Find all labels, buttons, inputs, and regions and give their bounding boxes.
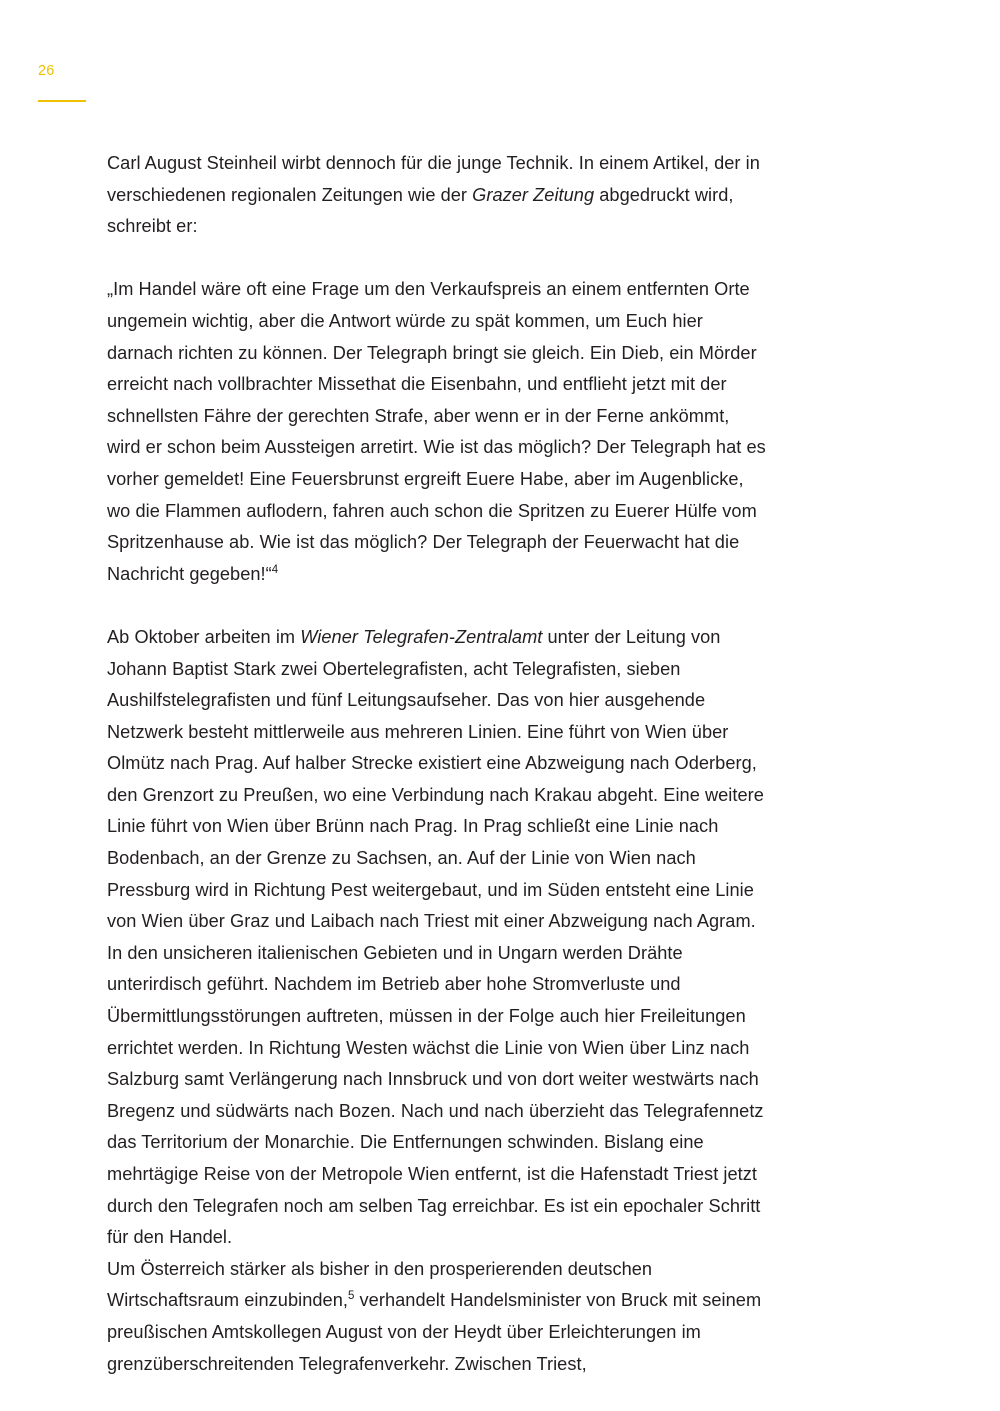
paragraph-negotiations-part2: verhandelt Handelsminister von Bruck mit seinem preußischen Amtskollegen August von der Heydt über Erleichterungen im grenzüberschreitenden Telegrafenverkehr. Zwischen Triest, — [107, 1290, 762, 1374]
paragraph-intro — [107, 148, 767, 243]
paragraph-network-part1: Ab Oktober arbeiten im — [107, 626, 301, 647]
paragraph-intro-part1: Carl August Steinheil wirbt dennoch für die junge Technik. In einem Artikel, der in verschiedenen regionalen Zeitungen wie der — [107, 153, 760, 205]
paragraph-negotiations-part1: Um Österreich stärker als bisher in den prosperierenden deutschen Wirtschaftsraum einzubinden, — [107, 1258, 653, 1311]
paragraph-network-part2: unter der Leitung von Johann Baptist Stark zwei Obertelegrafisten, acht Telegrafisten, sieben Aushilfstelegrafisten und fünf Leitungsaufseher. Das von hier ausgehende Netzwerk besteht mittlerweile aus mehreren Linien. Eine führt von Wien über Olmütz nach Prag. Auf halber Strecke existiert eine Abzweigung nach Oderberg, den Grenzort zu Preußen, wo eine Verbindung nach Krakau abgeht. Eine weitere Linie führt von Wien über Brünn nach Prag. In Prag schließt eine Linie nach Bodenbach, an der Grenze zu Sachsen, an. Auf der Linie von Wien nach Pressburg wird in Richtung Pest weitergebaut, und im Süden entsteht eine Linie von Wien über Graz und Laibach nach Triest mit einer Abzweigung nach Agram. In den unsicheren italienischen Gebieten und in Ungarn werden Drähte unterirdisch geführt. Nachdem im Betrieb aber hohe Stromverluste und Übermittlungsstörungen auftreten, müssen in der Folge auch hier Freileitungen errichtet werden. In Richtung Westen wächst die Linie von Wien über Linz nach Salzburg samt Verlängerung nach Innsbruck und von dort weiter westwärts nach Bregenz und südwärts nach Bozen. Nach und nach überzieht das Telegrafennetz das Territorium der Monarchie. Die Entfernungen schwinden. Bislang eine mehrtägige Reise von der Metropole Wien entfernt, ist die Hafenstadt Triest jetzt durch den Telegrafen noch am selben Tag erreichbar. Es ist ein epochaler Schritt für den Handel. — [107, 626, 764, 1248]
page-number: 26 — [38, 63, 55, 79]
paragraph-quote — [107, 274, 767, 590]
footnote-marker-4: 4 — [271, 563, 279, 576]
paragraph-quote-text: „Im Handel wäre oft eine Frage um den Verkaufspreis an einem entfernten Orte ungemein wichtig, aber die Antwort würde zu spät kommen, um Euch hier darnach richten zu können. Der Telegraph bringt sie gleich. Ein Dieb, ein Mörder erreicht nach vollbrachter Missethat die Eisenbahn, und entflieht jetzt mit der schnellsten Fähre der gerechten Strafe, aber wenn er in der Ferne ankömmt, wird er schon beim Aussteigen arretirt. Wie ist das möglich? Der Telegraph hat es vorher gemeldet! Eine Feuersbrunst ergreift Euere Habe, aber im Augenblicke, wo die Flammen auflodern, fahren auch schon die Spritzen zu Euerer Hülfe vom Spritzenhause ab. Wie ist das möglich? Der Telegraph der Feuerwacht hat die Nachricht gegeben!“ — [107, 279, 766, 584]
footnote-marker-5: 5 — [347, 1290, 355, 1303]
paragraph-network — [107, 622, 767, 1254]
folio — [38, 64, 86, 79]
text-column — [107, 148, 767, 1380]
publication-title-grazer-zeitung: Grazer Zeitung — [472, 184, 595, 205]
paragraph-intro-part2: abgedruckt wird, schreibt er: — [107, 184, 734, 237]
institution-name-zentralamt: Wiener Telegrafen-Zentralamt — [300, 626, 543, 647]
folio-rule — [38, 100, 86, 102]
paragraph-negotiations — [107, 1254, 767, 1380]
